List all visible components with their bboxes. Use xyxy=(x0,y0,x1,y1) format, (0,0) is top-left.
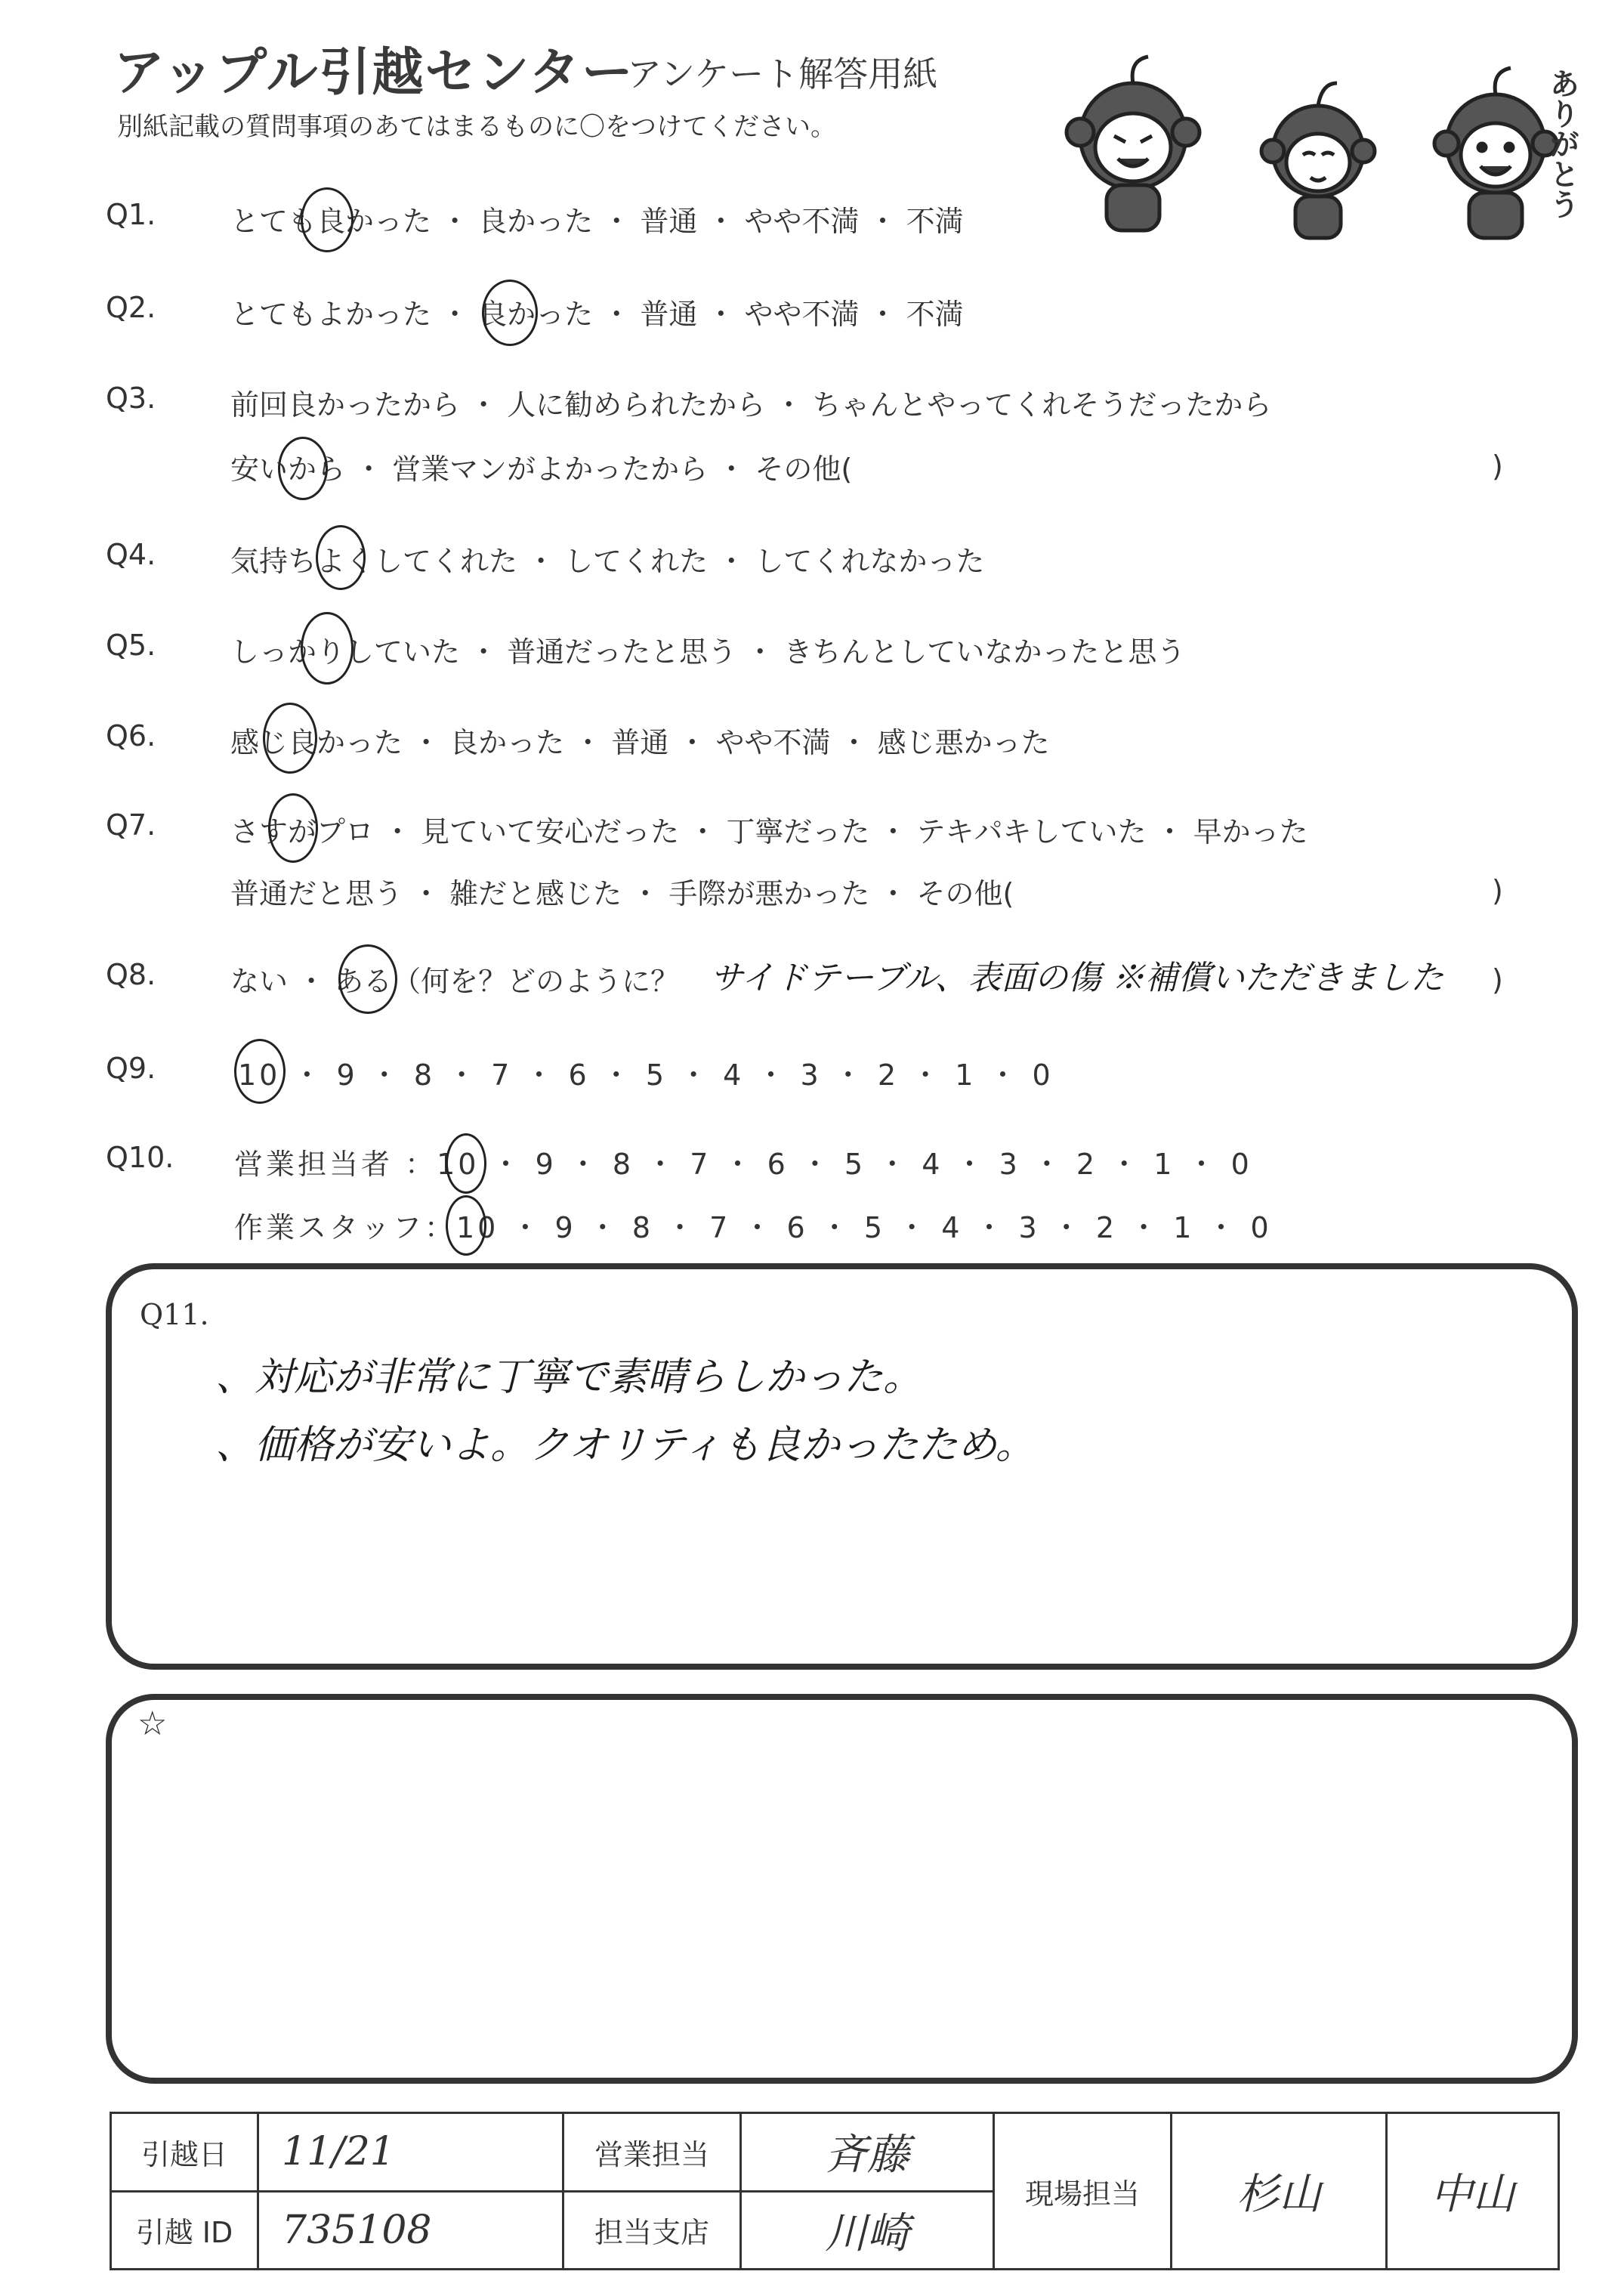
q8-close-paren: ) xyxy=(1492,963,1503,997)
form-subtitle: アンケート解答用紙 xyxy=(627,54,938,94)
q3-close-paren: ) xyxy=(1492,450,1503,483)
q6-answer-circle xyxy=(263,703,317,774)
q7-options-line2: 普通だと思う ・ 雑だと感じた ・ 手際が悪かった ・ その他( xyxy=(230,877,1014,910)
branch-name: 川崎 xyxy=(741,2191,994,2270)
company-title: アップル引越センター xyxy=(113,43,634,103)
notes-box xyxy=(106,1694,1578,2084)
q7-answer-circle xyxy=(268,793,318,863)
q5-answer-circle xyxy=(301,612,354,685)
q7-close-paren: ) xyxy=(1492,874,1503,907)
q5-label: Q5. xyxy=(106,629,156,662)
instruction-text: 別紙記載の質問事項のあてはまるものに〇をつけてください。 xyxy=(117,112,836,142)
site-staff-label: 現場担当 xyxy=(994,2113,1172,2270)
q6-label: Q6. xyxy=(106,719,156,752)
q10-label: Q10. xyxy=(106,1141,174,1174)
q1-options: とても良かった ・ 良かった ・ 普通 ・ やや不満 ・ 不満 xyxy=(230,205,964,238)
move-date-label: 引越日 xyxy=(111,2113,258,2192)
q2-label: Q2. xyxy=(106,291,156,324)
q8-options: ない ・ ある（何を？どのように？ xyxy=(230,965,680,998)
q7-label: Q7. xyxy=(106,808,156,842)
q4-options: 気持ちよくしてくれた ・ してくれた ・ してくれなかった xyxy=(230,545,985,578)
q2-options: とてもよかった ・ 良かった ・ 普通 ・ やや不満 ・ 不満 xyxy=(230,298,964,331)
q10-sales-answer-circle xyxy=(446,1133,486,1194)
q10-sales-options: 営業担当者 ：10 ・ 9 ・ 8 ・ 7 ・ 6 ・ 5 ・ 4 ・ 3 ・ 2 ・ 1 ・ 0 xyxy=(234,1148,1252,1181)
q11-label: Q11. xyxy=(140,1298,209,1331)
move-date-value: 11/21 xyxy=(258,2113,563,2192)
move-id-value: 735108 xyxy=(258,2191,563,2270)
q9-options: 10 ・ 9 ・ 8 ・ 7 ・ 6 ・ 5 ・ 4 ・ 3 ・ 2 ・ 1 ・ 0 xyxy=(238,1058,1054,1092)
q10-staff-answer-circle xyxy=(446,1195,486,1256)
q8-handwritten-answer: サイドテーブル、表面の傷 ※補償いただきました xyxy=(710,959,1444,997)
star-icon: ☆ xyxy=(137,1704,168,1743)
q3-options-line2: 安いから ・ 営業マンがよかったから ・ その他( xyxy=(230,453,853,486)
q8-answer-circle xyxy=(338,944,397,1014)
q8-label: Q8. xyxy=(106,958,156,991)
q11-handwritten-line1: 、対応が非常に丁寧で素晴らしかった。 xyxy=(215,1355,923,1400)
q1-label: Q1. xyxy=(106,198,156,231)
q11-handwritten-line2: 、価格が安いよ。クオリティも良かったため。 xyxy=(215,1423,1035,1468)
sales-name: 斉藤 xyxy=(741,2113,994,2192)
q5-options: しっかりしていた ・ 普通だったと思う ・ きちんとしていなかったと思う xyxy=(230,635,1186,669)
site-staff-2: 中山 xyxy=(1387,2113,1559,2270)
move-id-label: 引越 ID xyxy=(111,2191,258,2270)
q7-options-line1: さすがプロ ・ 見ていて安心だった ・ 丁寧だった ・ テキパキしていた ・ 早かった xyxy=(230,815,1308,848)
q1-answer-circle xyxy=(301,187,354,252)
footer-table xyxy=(110,2112,1560,2270)
q3-answer-circle xyxy=(278,437,328,500)
thanks-text: ありがとう xyxy=(1545,68,1579,219)
sales-label: 営業担当 xyxy=(563,2113,741,2192)
q10-staff-options: 作業スタッフ：10 ・ 9 ・ 8 ・ 7 ・ 6 ・ 5 ・ 4 ・ 3 ・ 2 ・ 1 ・ 0 xyxy=(234,1211,1272,1244)
q9-label: Q9. xyxy=(106,1052,156,1085)
q9-answer-circle xyxy=(234,1039,286,1104)
q4-label: Q4. xyxy=(106,538,156,571)
q3-label: Q3. xyxy=(106,382,156,415)
monkey-mascots-illustration xyxy=(1042,45,1586,249)
q4-answer-circle xyxy=(316,525,366,590)
branch-label: 担当支店 xyxy=(563,2191,741,2270)
q2-answer-circle xyxy=(482,280,538,346)
q6-options: 感じ良かった ・ 良かった ・ 普通 ・ やや不満 ・ 感じ悪かった xyxy=(230,726,1050,759)
site-staff-1: 杉山 xyxy=(1172,2113,1387,2270)
q3-options-line1: 前回良かったから ・ 人に勧められたから ・ ちゃんとやってくれそうだったから xyxy=(230,388,1272,422)
